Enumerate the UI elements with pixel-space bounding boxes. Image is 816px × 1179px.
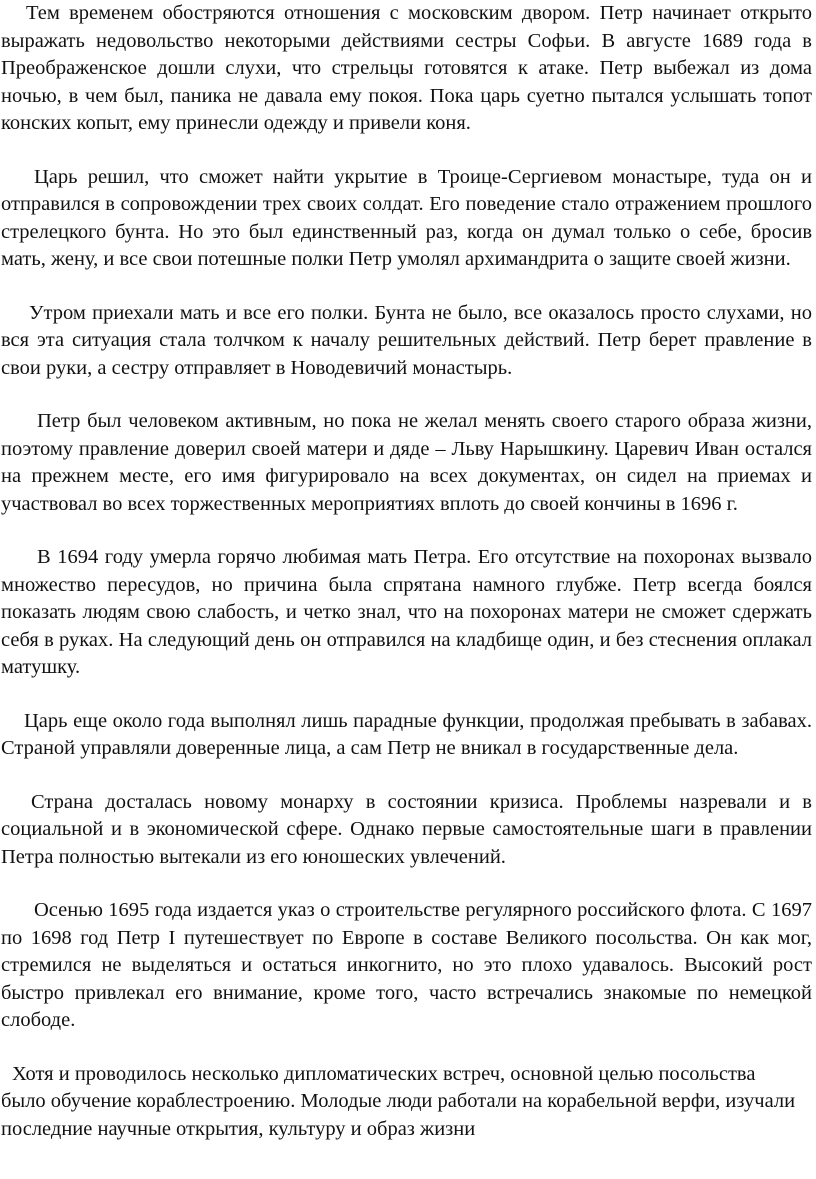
paragraph-1: Тем временем обостряются отношения с московским двором. Петр начинает открыто выражать недовольство некоторыми действиями сестры Софьи. В августе 1689 года в Преображенское дошли слухи, что стрельцы готовятся к атаке. Петр выбежал из дома ночью, в чем был, паника не давала ему покоя. Пока царь суетно пытался услышать топот конских копыт, ему принесли одежду и привели коня. — [1, 2, 812, 134]
paragraph-8: Осенью 1695 года издается указ о строительстве регулярного российского флота. С 1697 по 1698 год Петр I путешествует по Европе в составе Великого посольства. Он как мог, стремился не выделяться и остаться инкогнито, но это плохо удавалось. Высокий рост быстро привлекал его внимание, кроме того, часто встречались знакомые по немецкой слободе. — [1, 899, 812, 1031]
paragraph-2: Царь решил, что сможет найти укрытие в Троице-Сергиевом монастыре, туда он и отправился в сопровождении трех своих солдат. Его поведение стало отражением прошлого стрелецкого бунта. Но это был единственный раз, когда он думал только о себе, бросив мать, жену, и все свои потешные полки Петр умолял архимандрита о защите своей жизни. — [1, 165, 812, 270]
paragraph-7: Страна досталась новому монарху в состоянии кризиса. Проблемы назревали и в социальной и в экономической сфере. Однако первые самостоятельные шаги в правлении Петра полностью вытекали из его юношеских увлечений. — [1, 790, 812, 868]
paragraph-5: В 1694 году умерла горячо любимая мать Петра. Его отсутствие на похоронах вызвало множество пересудов, но причина была спрятана намного глубже. Петр всегда боялся показать людям свою слабость, и четко знал, что на похоронах матери не сможет сдержать себя в руках. На следующий день он отправился на кладбище один, и без стеснения оплакал матушку. — [1, 546, 812, 678]
paragraph-6: Царь еще около года выполнял лишь парадные функции, продолжая пребывать в забавах. Страной управляли доверенные лица, а сам Петр не вникал в государственные дела. — [1, 709, 812, 759]
paragraph-9: Хотя и проводилось несколько дипломатических встреч, основной целью посольства было обучение кораблестроению. Молодые люди работали на корабельной верфи, изучали последние научные открытия, культуру и образ жизни — [1, 1062, 796, 1140]
paragraph-3: Утром приехали мать и все его полки. Бунта не было, все оказалось просто слухами, но вся эта ситуация стала толчком к началу решительных действий. Петр берет правление в свои руки, а сестру отправляет в Новодевичий монастырь. — [1, 301, 812, 379]
paragraph-4: Петр был человеком активным, но пока не желал менять своего старого образа жизни, поэтому правление доверил своей матери и дяде – Льву Нарышкину. Царевич Иван остался на прежнем месте, его имя фигурировало на всех документах, он сидел на приемах и участвовал во всех торжественных мероприятиях вплоть до своей кончины в 1696 г. — [1, 410, 812, 515]
